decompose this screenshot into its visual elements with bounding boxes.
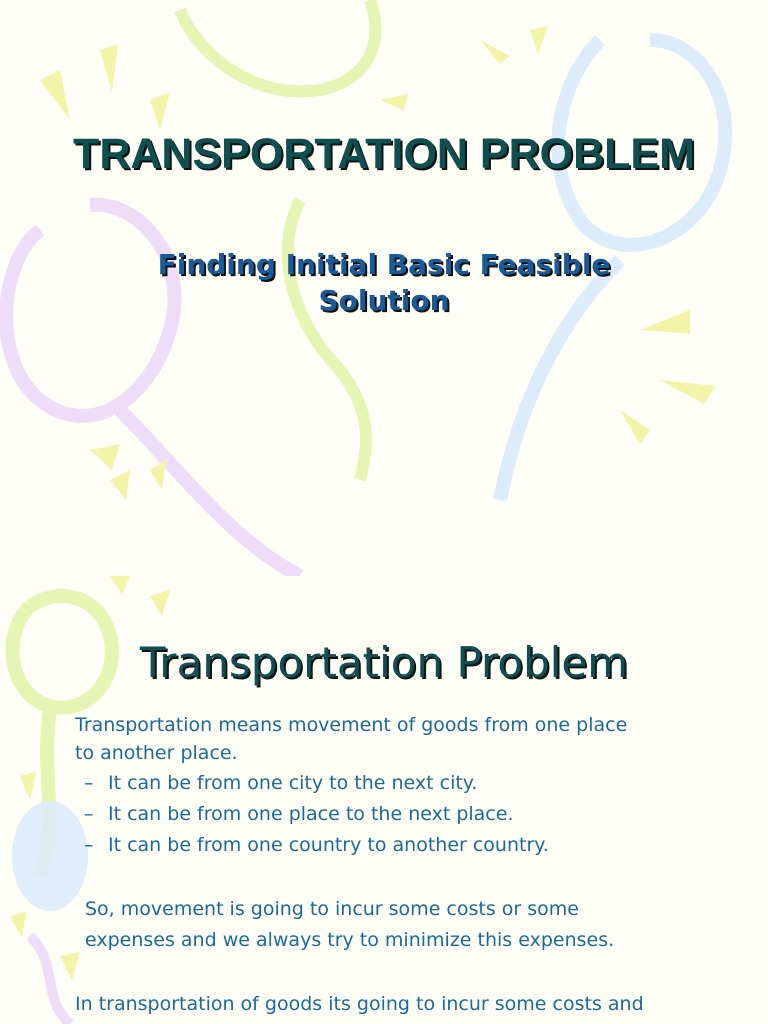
slide-subtitle: [84, 247, 684, 319]
bullet-dash: –: [84, 834, 94, 856]
bullet-text: It can be from one place to the next place.: [108, 803, 514, 825]
bullet-text: It can be from one city to the next city.: [108, 772, 478, 794]
list-item: [84, 769, 477, 797]
subtitle-line-2: Solution: [318, 284, 450, 317]
content-slide: [0, 576, 768, 1024]
cost-line-1: So, movement is going to incur some costs or some: [85, 898, 579, 920]
slide-title: TRANSPORTATION PROBLEM: [73, 130, 695, 178]
intro-paragraph: [75, 711, 721, 767]
subtitle-line-1: Finding Initial Basic Feasible: [157, 248, 611, 281]
intro-line-2: to another place.: [75, 742, 238, 764]
bullet-dash: –: [84, 803, 94, 825]
list-item: [84, 800, 514, 828]
cost-paragraph: [85, 894, 725, 956]
cost-line-2: expenses and we always try to minimize this expenses.: [85, 929, 615, 951]
list-item: [84, 831, 549, 859]
bullet-dash: –: [84, 772, 94, 794]
intro-line-1: Transportation means movement of goods from one place: [75, 714, 628, 736]
goods-paragraph: In transportation of goods its going to incur some costs and: [75, 993, 644, 1015]
slide-title: Transportation Problem: [139, 638, 629, 687]
bullet-text: It can be from one country to another country.: [108, 834, 549, 856]
